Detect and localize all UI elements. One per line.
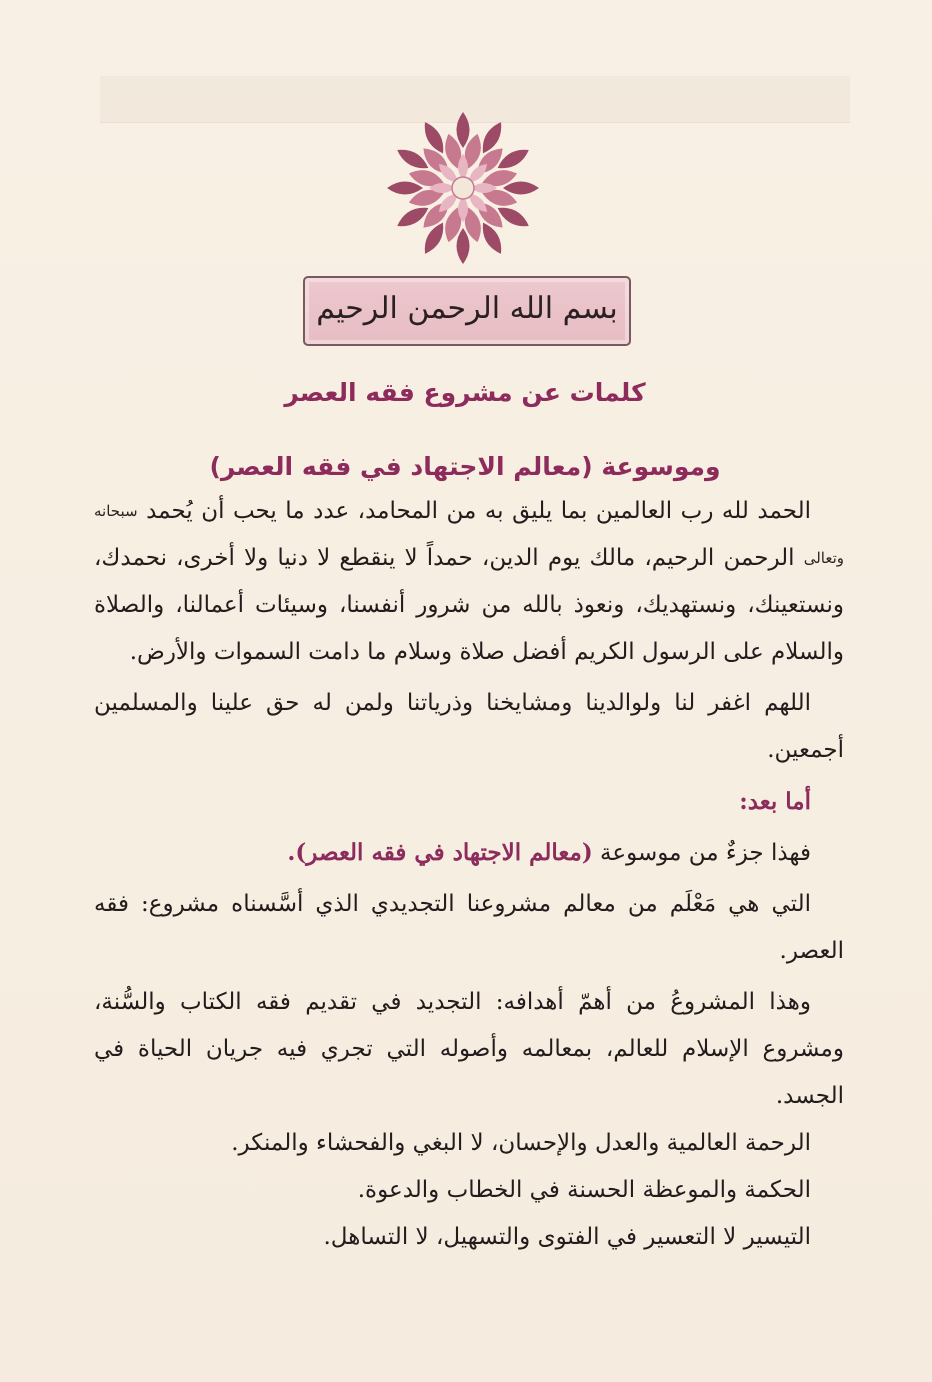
- encyclopedia-prefix: فهذا جزءٌ من موسوعة: [600, 840, 811, 866]
- paragraph-encyclopedia: [94, 829, 844, 877]
- basmala-calligraphy: بسم الله الرحمن الرحيم: [316, 291, 618, 326]
- encyclopedia-title: (معالم الاجتهاد في فقه العصر).: [287, 839, 593, 866]
- paragraph-supplication: اللهم اغفر لنا ولوالدينا ومشايخنا وذرياتنا ولمن له حق علينا والمسلمين أجمعين.: [94, 690, 844, 763]
- praise-text-rest: الرحمن الرحيم، مالك يوم الدين، حمداً لا ينقطع لا دنيا ولا أخرى، نحمدك، ونستعينك، ونستهديك، ونعوذ بالله من شرور أنفسنا، وسيئات أعمالنا، والصلاة والسلام على الرسول الكريم أفضل صلاة وسلام ما دامت السموات والأرض.: [94, 545, 844, 665]
- amma-baad-heading: أما بعد:: [739, 788, 811, 815]
- line-mercy: الرحمة العالمية والعدل والإحسان، لا البغي والفحشاء والمنكر.: [231, 1130, 811, 1156]
- line-ease: التيسير لا التعسير في الفتوى والتسهيل، لا التساهل.: [323, 1224, 811, 1250]
- line-wisdom: الحكمة والموعظة الحسنة في الخطاب والدعوة.: [357, 1177, 811, 1203]
- honorific-glyph: سبحانه وتعالى: [94, 502, 845, 567]
- lotus-petal: [457, 228, 470, 264]
- praise-text-start: الحمد لله رب العالمين بما يليق به من المحامد، عدد ما يحب أن يُحمد: [146, 498, 811, 524]
- paragraph-landmark: التي هي مَعْلَم من معالم مشروعنا التجديدي الذي أسَّسناه مشروع: فقه العصر.: [94, 891, 844, 964]
- heading-title-line-2: وموسوعة (معالم الاجتهاد في فقه العصر): [209, 452, 721, 481]
- lotus-petal: [457, 112, 470, 148]
- lotus-petal: [503, 182, 539, 195]
- paragraph-praise: [94, 488, 844, 676]
- lotus-petal: [387, 182, 423, 195]
- paragraph-project-goals: وهذا المشروعُ من أهمّ أهدافه: التجديد في تقديم فقه الكتاب والسُّنة، ومشروع الإسلام للعالم، بمعالمه وأصوله التي تجري فيه جريان الحياة في الجسد.: [94, 989, 844, 1109]
- heading-title-line-1: كلمات عن مشروع فقه العصر: [284, 378, 646, 407]
- basmala-cartouche: [303, 276, 631, 346]
- body-text: [94, 488, 844, 1261]
- lotus-flower-ornament: [383, 108, 543, 268]
